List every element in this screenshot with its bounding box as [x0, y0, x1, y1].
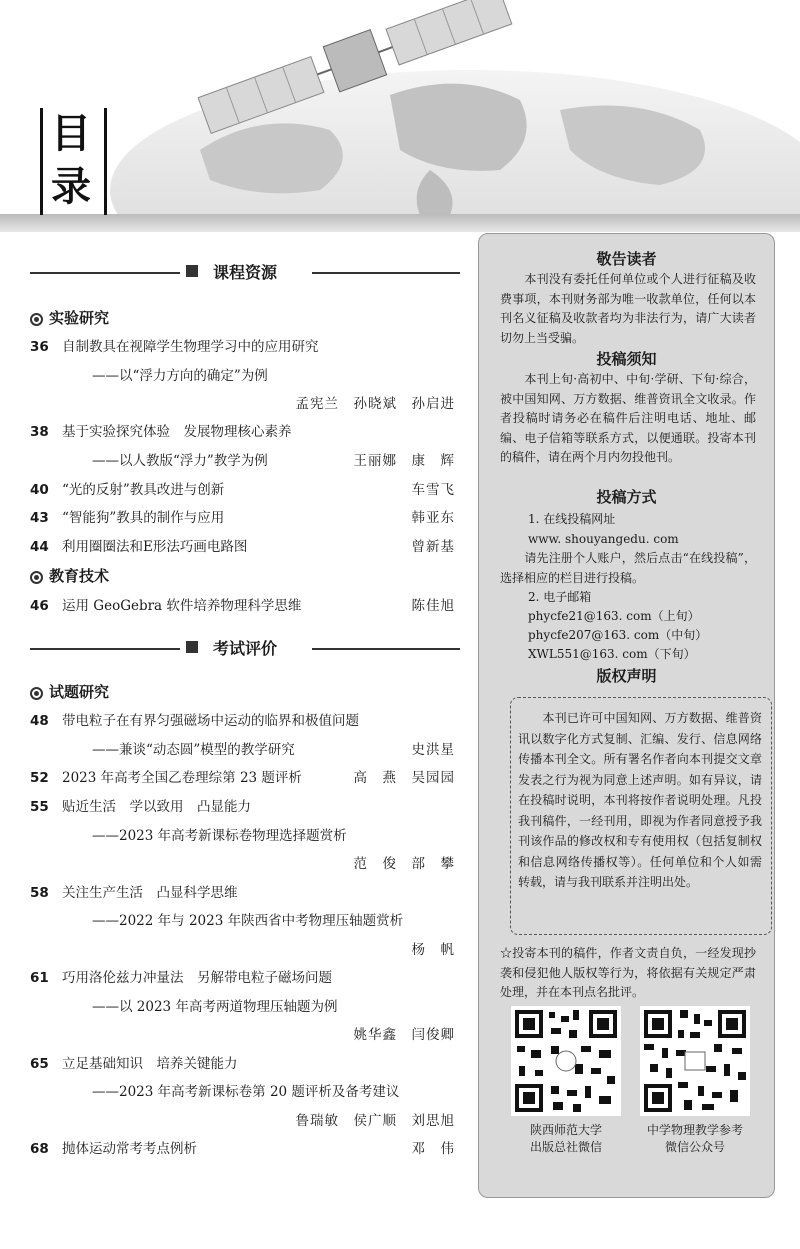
- section-title: 考试评价: [212, 639, 277, 658]
- toc-authors: 姚华鑫 闫俊卿: [353, 1027, 455, 1043]
- copyright-title: 版权声明: [596, 667, 657, 685]
- title-rule-right: [104, 108, 107, 215]
- qr-caption-journal: 中学物理教学参考 微信公众号: [646, 1123, 743, 1154]
- notice-text: 本刊没有委托任何单位或个人进行征稿及收费事项，本刊财务部为唯一收款单位，任何以本刊名义征稿及收款者均为非法行为，请广大读者切勿上当受骗。: [500, 272, 756, 345]
- toc-subtitle: ——以“浮力方向的确定”为例: [92, 368, 268, 384]
- submit-title: 投稿须知: [596, 350, 657, 368]
- toc-entry[interactable]: 58 关注生产生活 凸显科学思维: [30, 885, 238, 901]
- toc-entry[interactable]: 52 2023 年高考全国乙卷理综第 23 题评析 高 燕 吴园园: [30, 770, 455, 786]
- toc-subtitle: ——兼谈“动态圆”模型的教学研究: [92, 742, 295, 758]
- toc-authors: 杨 帆: [411, 942, 455, 958]
- toc-entry[interactable]: 46 运用 GeoGebra 软件培养物理科学思维 陈佳旭: [30, 598, 455, 614]
- toc-entry[interactable]: 44 利用圈圈法和E形法巧画电路图 曾新基: [30, 539, 455, 555]
- method-email: 2. 电子邮箱: [528, 590, 592, 604]
- page-title-char-1: 目: [51, 111, 91, 157]
- bullet-icon: [30, 687, 43, 700]
- toc-authors: 鲁瑞敏 侯广顺 刘思旭: [295, 1113, 455, 1129]
- method-title: 投稿方式: [596, 488, 657, 506]
- toc-entry[interactable]: 36 自制教具在视障学生物理学习中的应用研究: [30, 339, 319, 355]
- toc-authors: 王丽娜 康 辉: [353, 453, 455, 469]
- method-url[interactable]: www. shouyangedu. com: [528, 532, 679, 546]
- toc-authors: 孟宪兰 孙晓斌 孙启进: [295, 396, 455, 412]
- section-header-exam: [30, 634, 460, 664]
- toc-subtitle: ——2022 年与 2023 年陕西省中考物理压轴题赏析: [92, 913, 404, 929]
- toc-entry[interactable]: 65 立足基础知识 培养关键能力: [30, 1056, 238, 1072]
- email-1[interactable]: phycfe21@163. com（上旬）: [528, 609, 700, 623]
- qr-caption-publisher: 陕西师范大学 出版总社微信: [529, 1123, 602, 1154]
- section-header-course: [30, 258, 460, 288]
- toc-entry[interactable]: 48 带电粒子在有界匀强磁场中运动的临界和极值问题: [30, 713, 359, 729]
- section-title: 课程资源: [212, 263, 277, 282]
- submit-text: 本刊上旬·高初中、中旬·学研、下旬·综合，被中国知网、万方数据、维普资讯全文收录。作者投稿时请务必在稿件后注明电话、地址、邮编、电子信箱等联系方式，以便通联。投寄本刊的稿件，请在两个月内勿投他刊。: [500, 372, 756, 464]
- toc-entry[interactable]: 40 “光的反射”教具改进与创新 车雪飞: [30, 482, 455, 498]
- bullet-icon: [30, 571, 43, 584]
- toc-subtitle: ——2023 年高考新课标卷物理选择题赏析: [92, 828, 347, 844]
- toc-entry[interactable]: 68 抛体运动常考考点例析 邓 伟: [30, 1141, 455, 1157]
- toc-authors: 范 俊 部 攀: [353, 856, 455, 872]
- copyright-text: 本刊已许可中国知网、万方数据、维普资讯以数字化方式复制、汇编、发行、信息网络传播本刊全文。所有署名作者向本刊提交文章发表之行为视为同意上述声明。如有异议，请在投稿时说明，本刊将按作者说明处理。凡投我刊稿件，一经刊用，即视为作者同意授予我刊该作品的修改权和专有使用权（包括复制权和信息网络传播权等）。任何单位和个人如需转载，请与我刊联系并注明出处。: [518, 711, 762, 889]
- qr-code-icon: [640, 1006, 750, 1116]
- toc-subtitle: ——2023 年高考新课标卷第 20 题评析及备考建议: [92, 1084, 400, 1100]
- header-banner: [0, 0, 800, 232]
- qr-code-journal[interactable]: [640, 1006, 750, 1116]
- toc-authors: 史洪星: [411, 742, 455, 758]
- header-stripe: [0, 214, 800, 232]
- satellite-map-illustration: [0, 0, 800, 232]
- toc-subtitle: ——以 2023 年高考两道物理压轴题为例: [92, 999, 338, 1015]
- warning-text: ☆投寄本刊的稿件，作者文责自负，一经发现抄袭和侵犯他人版权等行为，将依据有关规定严肃处理，并在本刊点名批评。: [500, 946, 756, 999]
- email-3[interactable]: XWL551@163. com（下旬）: [528, 647, 696, 661]
- page-title-char-2: 录: [51, 164, 91, 210]
- qr-code-publisher[interactable]: [511, 1006, 621, 1116]
- method-online: 1. 在线投稿网址: [528, 512, 616, 526]
- bullet-icon: [30, 313, 43, 326]
- method-note: 请先注册个人账户，然后点击“在线投稿”，选择相应的栏目进行投稿。: [500, 551, 756, 585]
- toc-entry[interactable]: 55 贴近生活 学以致用 凸显能力: [30, 799, 251, 815]
- email-2[interactable]: phycfe207@163. com（中旬）: [528, 628, 708, 642]
- toc-subtitle: ——以人教版“浮力”教学为例: [92, 453, 268, 469]
- subsection-experiment: 实验研究: [30, 306, 109, 330]
- subsection-problems: 试题研究: [30, 680, 109, 704]
- subsection-tech: 教育技术: [30, 564, 109, 588]
- toc-entry[interactable]: 38 基于实验探究体验 发展物理核心素养: [30, 424, 292, 440]
- notice-title: 敬告读者: [596, 250, 657, 268]
- toc-entry[interactable]: 43 “智能狗”教具的制作与应用 韩亚东: [30, 510, 455, 526]
- toc-entry[interactable]: 61 巧用洛伦兹力冲量法 另解带电粒子磁场问题: [30, 970, 332, 986]
- title-rule-left: [40, 108, 43, 215]
- qr-code-icon: [511, 1006, 621, 1116]
